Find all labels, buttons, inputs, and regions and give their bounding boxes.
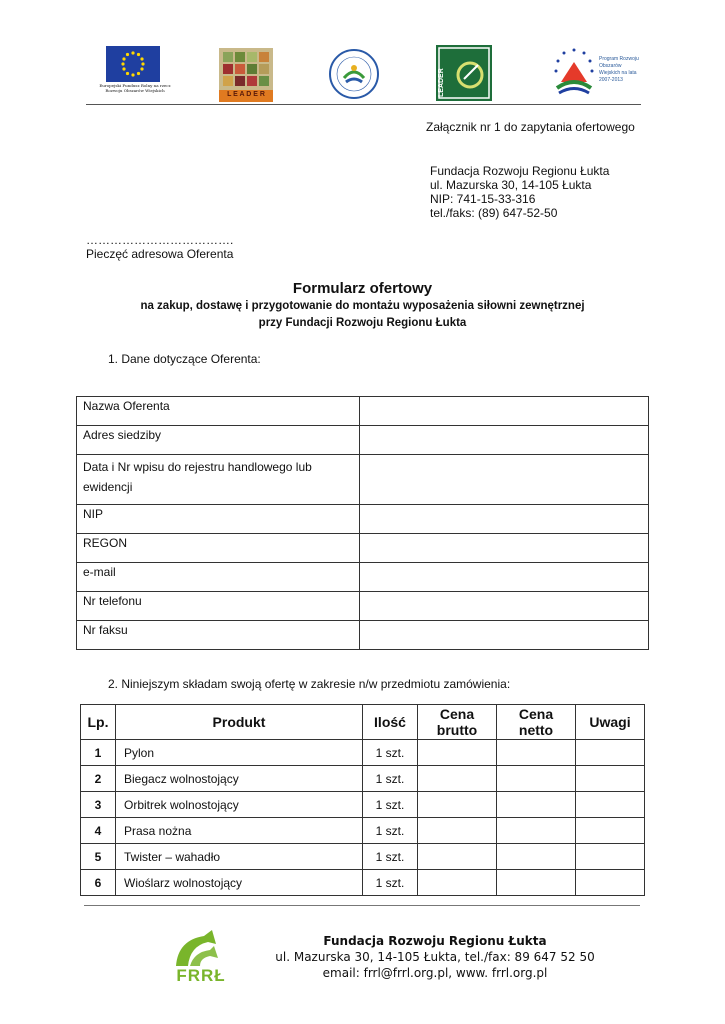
leader-logo-text: L E A D E R	[227, 91, 265, 98]
bidder-data-table	[76, 396, 649, 650]
cell-net-price[interactable]	[497, 792, 576, 818]
row-value-field[interactable]	[360, 534, 649, 563]
header-qty: Ilość	[363, 705, 418, 740]
table-row	[77, 455, 649, 505]
cell-qty: 1 szt.	[363, 870, 418, 896]
recipient-name: Fundacja Rozwoju Regionu Łukta	[430, 164, 610, 178]
cell-product: Biegacz wolnostojący	[116, 766, 363, 792]
row-value-field[interactable]	[360, 397, 649, 426]
cell-gross-price[interactable]	[418, 766, 497, 792]
table-row	[77, 397, 649, 426]
stamp-label: Pieczęć adresowa Oferenta	[86, 247, 234, 261]
cell-notes[interactable]	[576, 818, 645, 844]
recipient-block	[430, 164, 609, 220]
row-value-field[interactable]	[360, 563, 649, 592]
cell-lp: 6	[81, 870, 116, 896]
header-net	[497, 705, 576, 740]
leader-badge-text: LEADER	[438, 68, 445, 97]
cell-net-price[interactable]	[497, 740, 576, 766]
header-logos	[86, 40, 641, 105]
cell-lp: 1	[81, 740, 116, 766]
table-header-row	[81, 705, 645, 740]
row-label: Nr telefonu	[77, 592, 360, 621]
table-row	[77, 534, 649, 563]
cell-qty: 1 szt.	[363, 740, 418, 766]
row-value-field[interactable]	[360, 455, 649, 505]
cell-lp: 3	[81, 792, 116, 818]
cell-product: Wioślarz wolnostojący	[116, 870, 363, 896]
recipient-phone: tel./faks: (89) 647-52-50	[430, 206, 558, 220]
row-label-line1: Data i Nr wpisu do rejestru handlowego lub	[83, 460, 312, 474]
cell-lp: 2	[81, 766, 116, 792]
header-net-line1: Cena	[518, 706, 554, 722]
cell-gross-price[interactable]	[418, 844, 497, 870]
cell-gross-price[interactable]	[418, 740, 497, 766]
cell-notes[interactable]	[576, 740, 645, 766]
leader-mosaic-logo	[219, 48, 273, 107]
header-net-line2: netto	[518, 722, 554, 738]
cell-gross-price[interactable]	[418, 818, 497, 844]
recipient-nip: NIP: 741-15-33-316	[430, 192, 536, 206]
leader-badge-logo	[436, 45, 492, 106]
row-label: e-mail	[77, 563, 360, 592]
cell-net-price[interactable]	[497, 766, 576, 792]
offer-table	[80, 704, 645, 896]
header-notes: Uwagi	[576, 705, 645, 740]
table-row	[81, 870, 645, 896]
cell-qty: 1 szt.	[363, 792, 418, 818]
section-2-label: 2. Niniejszym składam swoją ofertę w zakresie n/w przedmiotu zamówienia:	[108, 677, 511, 691]
table-row	[81, 792, 645, 818]
row-value-field[interactable]	[360, 592, 649, 621]
attachment-label: Załącznik nr 1 do zapytania ofertowego	[426, 120, 635, 134]
header-lp: Lp.	[81, 705, 116, 740]
footer-divider	[84, 905, 640, 906]
section-1-label: 1. Dane dotyczące Oferenta:	[108, 352, 261, 366]
row-value-field[interactable]	[360, 426, 649, 455]
prow-logo	[551, 46, 639, 101]
stamp-block	[86, 233, 233, 261]
row-value-field[interactable]	[360, 505, 649, 534]
cell-product: Pylon	[116, 740, 363, 766]
cell-notes[interactable]	[576, 766, 645, 792]
row-label	[77, 455, 360, 505]
cell-notes[interactable]	[576, 792, 645, 818]
prow-caption: Program Rozwoju Obszarów Wiejskich na lata 2007-2013	[599, 56, 639, 83]
frrl-logo-text: FRRŁ	[176, 966, 226, 985]
table-row	[77, 621, 649, 650]
table-row	[81, 844, 645, 870]
page-subtitle-2: przy Fundacji Rozwoju Regionu Łukta	[258, 317, 467, 329]
row-label-line2: ewidencji	[83, 480, 133, 494]
row-value-field[interactable]	[360, 621, 649, 650]
header-product: Produkt	[116, 705, 363, 740]
cell-net-price[interactable]	[497, 818, 576, 844]
cell-lp: 4	[81, 818, 116, 844]
eu-flag-logo	[99, 46, 171, 93]
header-gross	[418, 705, 497, 740]
row-label: REGON	[77, 534, 360, 563]
table-row	[77, 505, 649, 534]
cell-lp: 5	[81, 844, 116, 870]
row-label: Nazwa Oferenta	[77, 397, 360, 426]
cell-gross-price[interactable]	[418, 792, 497, 818]
cell-net-price[interactable]	[497, 870, 576, 896]
eu-caption: Europejski Fundusz Rolny na rzecz Rozwoju Obszarów Wiejskich	[99, 83, 171, 93]
footer-address: ul. Mazurska 30, 14-105 Łukta, tel./fax: 89 647 52 50	[275, 950, 595, 964]
cell-notes[interactable]	[576, 844, 645, 870]
table-row	[81, 766, 645, 792]
row-label: NIP	[77, 505, 360, 534]
cell-product: Prasa nożna	[116, 818, 363, 844]
table-row	[81, 740, 645, 766]
cell-product: Twister – wahadło	[116, 844, 363, 870]
stamp-dots: ……………………………….	[86, 233, 234, 247]
page-title: Formularz ofertowy	[292, 280, 433, 297]
cell-qty: 1 szt.	[363, 818, 418, 844]
footer-name: Fundacja Rozwoju Regionu Łukta	[323, 934, 547, 948]
cell-qty: 1 szt.	[363, 844, 418, 870]
table-row	[77, 592, 649, 621]
cell-qty: 1 szt.	[363, 766, 418, 792]
table-row	[77, 426, 649, 455]
cell-net-price[interactable]	[497, 844, 576, 870]
table-row	[77, 563, 649, 592]
lgd-round-logo	[328, 48, 380, 105]
frrl-logo	[166, 926, 236, 986]
cell-product: Orbitrek wolnostojący	[116, 792, 363, 818]
cell-notes[interactable]	[576, 870, 645, 896]
recipient-address: ul. Mazurska 30, 14-105 Łukta	[430, 178, 592, 192]
header-gross-line2: brutto	[436, 722, 478, 738]
cell-gross-price[interactable]	[418, 870, 497, 896]
footer-contact: email: frrl@frrl.org.pl, www. frrl.org.pl	[322, 966, 548, 980]
table-row	[81, 818, 645, 844]
row-label: Adres siedziby	[77, 426, 360, 455]
row-label: Nr faksu	[77, 621, 360, 650]
header-gross-line1: Cena	[439, 706, 475, 722]
page-subtitle-1: na zakup, dostawę i przygotowanie do montażu wyposażenia siłowni zewnętrznej	[140, 300, 585, 312]
